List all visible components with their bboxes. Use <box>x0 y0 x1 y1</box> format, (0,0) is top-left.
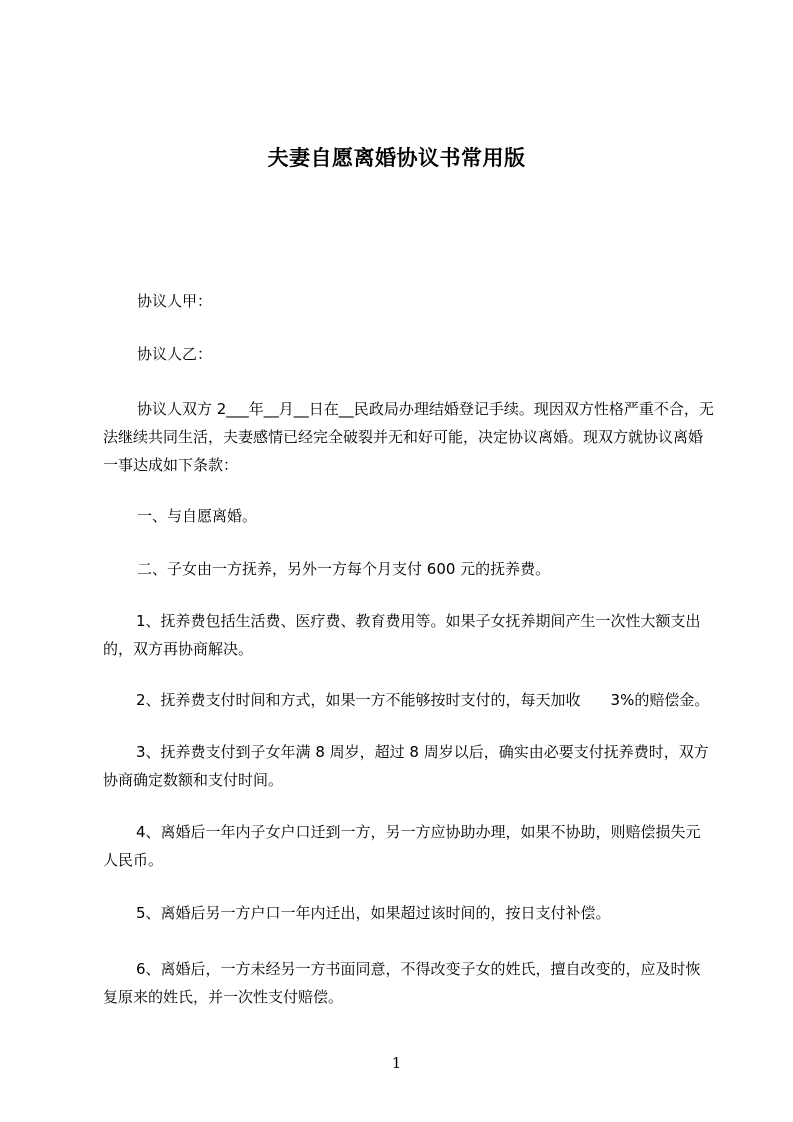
clause-1: 一、与自愿离婚。 <box>137 507 258 525</box>
page-title: 夫妻自愿离婚协议书常用版 <box>267 146 526 170</box>
clause-2: 二、子女由一方抚养，另外一方每个月支付 600 元的抚养费。 <box>137 560 551 578</box>
party-a-label: 协议人甲： <box>137 292 213 310</box>
clause-2-item-5: 5、离婚后另一方户口一年内迁出，如果超过该时间的，按日支付补偿。 <box>136 904 611 922</box>
party-b-label: 协议人乙： <box>137 345 213 363</box>
clause-2-item-6: 6、离婚后，一方未经另一方书面同意，不得改变子女的姓氏，擅自改变的，应及时恢复原来的姓氏，并一次性支付赔偿。 <box>103 960 701 1006</box>
clause-2-item-3: 3、抚养费支付到子女年满 8 周岁，超过 8 周岁以后，确实由必要支付抚养费时，双方协商确定数额和支付时间。 <box>103 743 709 789</box>
clause-2-item-4: 4、离婚后一年内子女户口迁到一方，另一方应协助办理，如果不协助，则赔偿损失元人民币。 <box>103 823 701 869</box>
clause-2-item-1: 1、抚养费包括生活费、医疗费、教育费用等。如果子女抚养期间产生一次性大额支出的，双方再协商解决。 <box>103 612 701 658</box>
page-number: 1 <box>391 1054 402 1072</box>
clause-2-item-2: 2、抚养费支付时间和方式，如果一方不能够按时支付的，每天加收 3%的赔偿金。 <box>136 691 710 709</box>
intro-paragraph: 协议人双方 2___年__月__日在__民政局办理结婚登记手续。现因双方性格严重不合，无法继续共同生活，夫妻感情已经完全破裂并无和好可能，决定协议离婚。现双方就协议离婚一事达成如下条款： <box>103 400 714 474</box>
